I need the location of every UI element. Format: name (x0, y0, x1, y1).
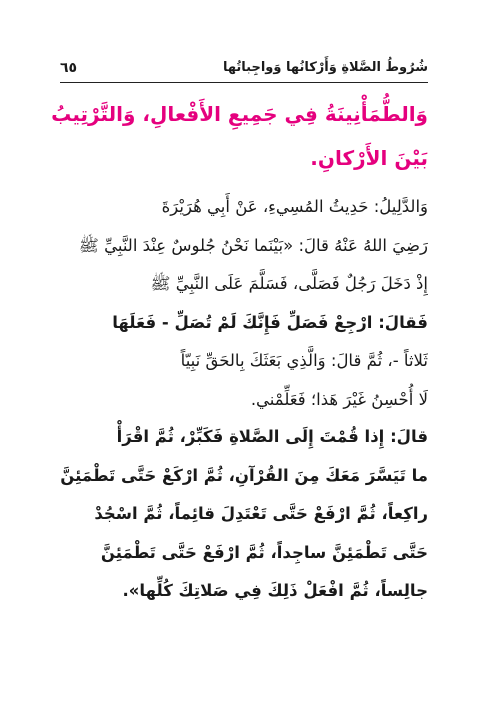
text-line: رَضِيَ اللهُ عَنْهُ قالَ: «بَيْنَما نَحْنُ جُلوسٌ عِنْدَ النَّبِيِّ ﷺ (78, 235, 428, 255)
text-line: حَتَّى تَطْمَئِنَّ ساجِداً، ثُمَّ ارْفَعْ حَتَّى تَطْمَئِنَّ (100, 542, 428, 562)
text-line: ما تَيَسَّرَ مَعَكَ مِنَ القُرْآنِ، ثُمَّ ارْكَعْ حَتَّى تَطْمَئِنَّ (60, 465, 428, 485)
text-line: لَا أُحْسِنُ غَيْرَ هَذا؛ فَعَلِّمْني. (250, 389, 428, 409)
header-rule (60, 82, 428, 83)
text-line: قالَ: إِذا قُمْتَ إِلَى الصَّلاةِ فَكَبِّرْ، ثُمَّ اقْرَأْ (116, 427, 428, 446)
paragraph-hadith (60, 418, 428, 611)
text-line: راكِعاً، ثُمَّ ارْفَعْ حَتَّى تَعْتَدِلَ قائِماً، ثُمَّ اسْجُدْ (94, 504, 428, 523)
text-line: جالِساً، ثُمَّ افْعَلْ ذَلِكَ فِي صَلاتِكَ كُلِّها». (122, 581, 428, 600)
text-line: إِذْ دَخَلَ رَجُلٌ فَصَلَّى، فَسَلَّمَ عَلَى النَّبِيِّ ﷺ (150, 274, 428, 293)
text-line: وَالدَّلِيلُ: حَدِيثُ المُسِيءِ، عَنْ أَبِي هُرَيْرَةَ (161, 197, 428, 216)
paragraph-evidence (60, 188, 428, 419)
section-heading (51, 92, 428, 180)
page-header (60, 54, 428, 78)
text-line: ثَلاثاً -، ثُمَّ قالَ: وَالَّذِي بَعَثَكَ بِالحَقِّ نَبِيّاً (180, 351, 428, 370)
heading-line: وَالطُّمَأْنِينَةُ فِي جَمِيعِ الأَفْعالِ، وَالتَّرْتِيبُ (51, 102, 428, 126)
heading-line: بَيْنَ الأَرْكانِ. (310, 146, 428, 170)
text-line: فَقالَ: ارْجِعْ فَصَلِّ فَإِنَّكَ لَمْ تُصَلِّ - فَعَلَهَا (112, 312, 428, 332)
running-title: شُرُوطُ الصَّلاةِ وَأَرْكانُها وَواجِباتُها (222, 60, 428, 75)
page-number: ٦٥ (60, 60, 78, 76)
